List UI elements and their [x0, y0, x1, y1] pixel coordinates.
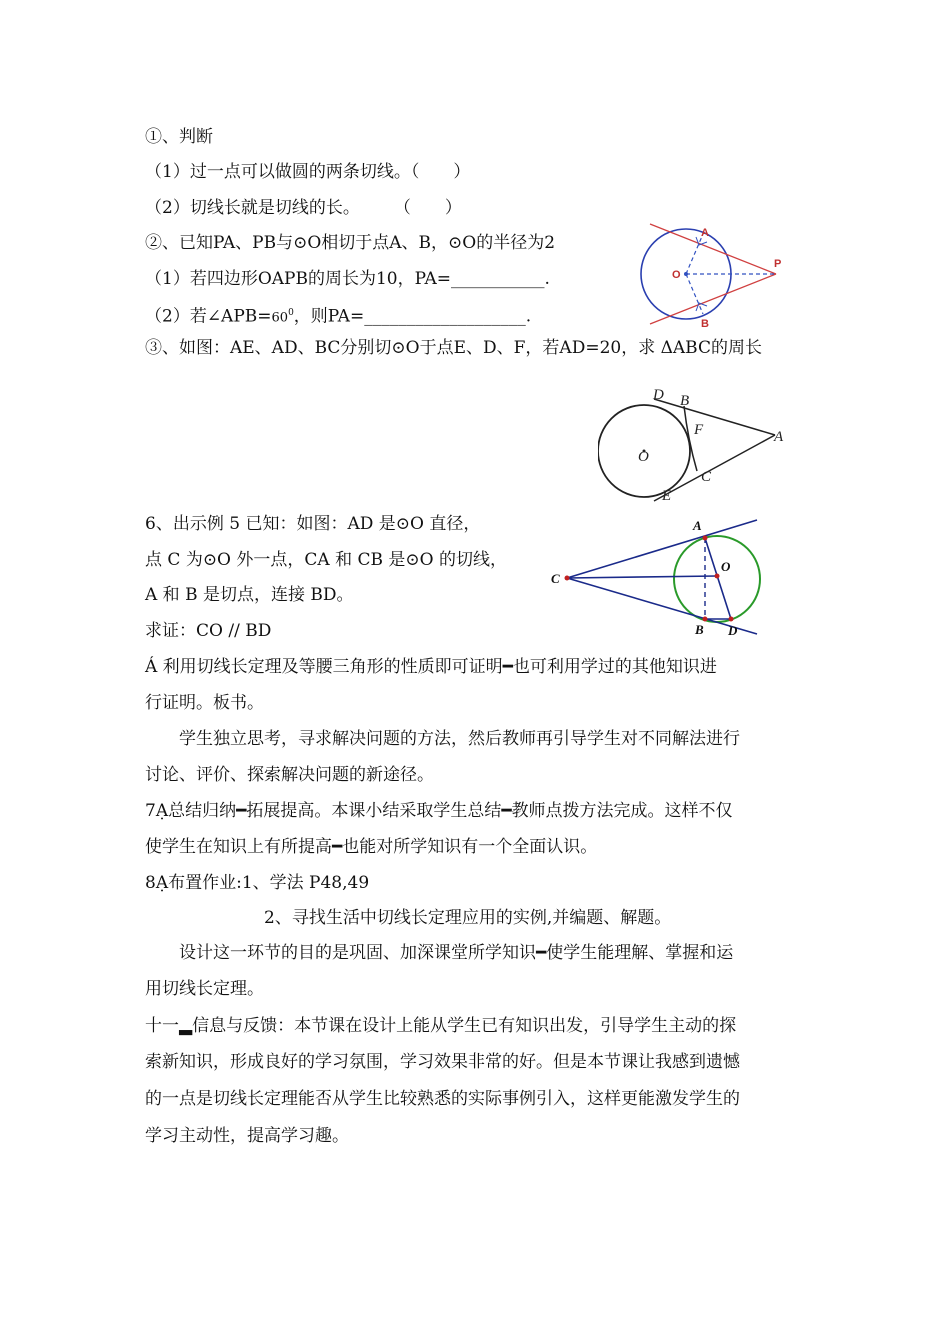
para-proof-line-1: Á 利用切线长定理及等腰三角形的性质即可证明━也可利用学过的其他知识进 — [145, 657, 717, 677]
fig2-label-c: C — [701, 469, 712, 485]
para-think-line-2: 讨论、评价、探索解决问题的新途径。 — [145, 765, 434, 785]
fig1-label-p: P — [774, 258, 782, 270]
para-feedback-line-3: 的一点是切线长定理能否从学生比较熟悉的实际事例引入，这样更能激发学生的 — [145, 1089, 740, 1109]
para-homework-line-2: 2、寻找生活中切线长定理应用的实例,并编题、解题。 — [145, 908, 672, 928]
fig3-label-o: O — [721, 559, 731, 574]
sec1-question-1: （1）过一点可以做圆的两条切线。（ ） — [145, 162, 471, 182]
sec2-q2-prefix: （2）若∠APB= — [145, 306, 272, 327]
ex5-line-2: 点 C 为⊙O 外一点，CA 和 CB 是⊙O 的切线， — [145, 550, 507, 570]
sec2-question-1: （1）若四边形OAPB的周长为10，PA=___________. — [145, 269, 550, 289]
sec2-q2-degree: 0 — [288, 308, 294, 318]
para-feedback-line-1: 十一▂信息与反馈：本节课在设计上能从学生已有知识出发，引导学生主动的探 — [145, 1016, 737, 1036]
para-homework-line-1: 8Ạ布置作业:1、学法 P48,49 — [145, 873, 370, 893]
tangent-figure-cabd — [545, 512, 765, 642]
ex5-line-1: 6、出示例 5 已知：如图：AD 是⊙O 直径， — [145, 514, 481, 534]
sec3-stem: ③、如图：AE、AD、BC分别切⊙O于点E、D、F，若AD=20，求 ΔABC的周长 — [145, 338, 762, 358]
fig2-label-d: D — [653, 387, 664, 403]
tangent-figure-pab — [630, 222, 795, 332]
ex5-line-4: 求证：CO // BD — [145, 621, 272, 641]
sec2-q2-suffix: ，则PA=___________________. — [293, 306, 532, 327]
fig3-label-a: A — [693, 518, 702, 533]
para-design-line-2: 用切线长定理。 — [145, 979, 264, 999]
fig2-label-f: F — [694, 422, 704, 438]
fig1-label-o: O — [672, 269, 681, 281]
fig2-label-o: O — [638, 449, 649, 465]
ex5-line-3: A 和 B 是切点，连接 BD。 — [145, 585, 354, 605]
para-feedback-line-4: 学习主动性，提高学习趣。 — [145, 1126, 349, 1146]
sec1-title: ①、判断 — [145, 127, 213, 147]
para-proof-line-2: 行证明。板书。 — [145, 693, 264, 713]
fig2-label-a: A — [774, 429, 784, 445]
para-feedback-line-2: 索新知识，形成良好的学习氛围，学习效果非常的好。但是本节课让我感到遗憾 — [145, 1052, 740, 1072]
tangent-figure-abc — [598, 385, 798, 510]
para-design-line-1: 设计这一环节的目的是巩固、加深课堂所学知识━使学生能理解、掌握和运 — [145, 943, 734, 963]
fig1-label-b: B — [701, 318, 709, 330]
fig2-label-b: B — [680, 393, 690, 409]
para-summary-line-1: 7Ạ总结归纳━拓展提高。本课小结采取学生总结━教师点拨方法完成。这样不仅 — [145, 801, 733, 821]
fig1-label-a: A — [701, 227, 709, 239]
para-think-line-1: 学生独立思考，寻求解决问题的方法，然后教师再引导学生对不同解法进行 — [145, 729, 740, 749]
fig3-label-b: B — [695, 622, 704, 637]
fig2-label-e: E — [662, 488, 672, 504]
sec1-question-2: （2）切线长就是切线的长。 （ ） — [145, 198, 462, 218]
fig3-label-c: C — [551, 571, 560, 586]
sec2-q2-angle: 60 — [271, 310, 289, 326]
sec2-question-2 — [145, 301, 531, 331]
fig3-label-d: D — [728, 623, 738, 638]
para-summary-line-2: 使学生在知识上有所提高━也能对所学知识有一个全面认识。 — [145, 837, 598, 857]
sec2-stem: ②、已知PA、PB与⊙O相切于点A、B，⊙O的半径为2 — [145, 233, 556, 253]
